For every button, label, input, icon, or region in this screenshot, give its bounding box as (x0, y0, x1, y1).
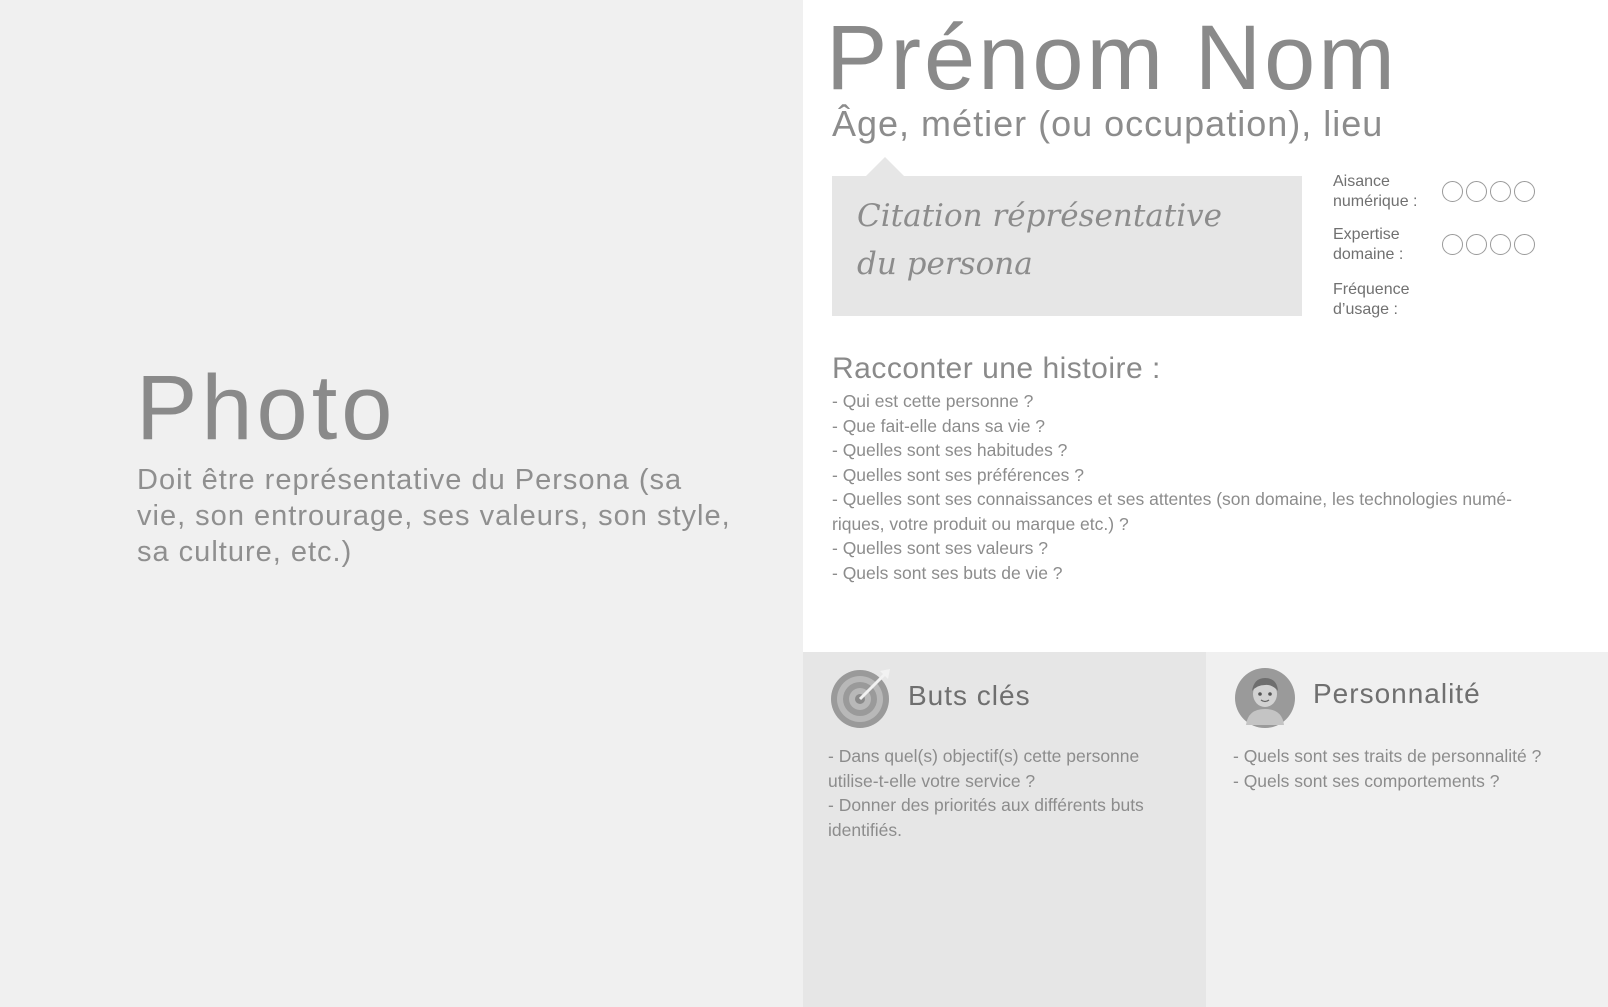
personality-panel (1206, 652, 1608, 1007)
photo-title: Photo (136, 357, 397, 459)
list-item: - Quelles sont ses valeurs ? (832, 538, 1048, 558)
quote-pointer (866, 157, 904, 176)
rating-dots (1442, 234, 1538, 255)
goals-title: Buts clés (908, 680, 1031, 711)
metric-label: Expertise domaine : (1333, 226, 1404, 263)
list-item: - Quels sont ses buts de vie ? (832, 562, 1063, 583)
persona-subtitle: Âge, métier (ou occupation), lieu (832, 103, 1384, 144)
metric-label: Fréquence d’usage : (1333, 281, 1410, 318)
goals-panel (803, 652, 1206, 1007)
list-item: - Quels sont ses comportements ? (1233, 770, 1500, 791)
quote-text: Citation réprésentative du persona (857, 198, 1222, 282)
personality-list (1233, 744, 1603, 793)
list-item: - Donner des priorités aux différents buts identifiés. (828, 795, 1144, 840)
list-item: - Dans quel(s) objectif(s) cette personne utilise-t-elle votre service ? (828, 746, 1140, 791)
story-title: Racconter une histoire : (832, 352, 1161, 385)
metric-label: Aisance numérique : (1333, 173, 1418, 210)
quote-box (832, 176, 1302, 316)
rating-dot[interactable] (1466, 181, 1487, 202)
list-item: - Quels sont ses traits de personnalité ? (1233, 746, 1542, 766)
rating-dots (1442, 181, 1538, 202)
photo-description: Doit être représentative du Persona (sa vie, son entrourage, ses valeurs, son style, sa culture, etc.) (137, 464, 731, 568)
story-list (832, 389, 1562, 585)
rating-dot[interactable] (1466, 234, 1487, 255)
list-item: - Qui est cette personne ? (832, 391, 1034, 411)
rating-dot[interactable] (1490, 234, 1511, 255)
personality-title: Personnalité (1313, 678, 1481, 709)
rating-dot[interactable] (1442, 234, 1463, 255)
person-avatar-icon (1234, 667, 1296, 729)
list-item: - Quelles sont ses préférences ? (832, 464, 1084, 485)
list-item: - Que fait-elle dans sa vie ? (832, 415, 1046, 436)
list-item: - Quelles sont ses connaissances et ses attentes (son domaine, les technologies numé-riques, votre produit ou marque etc.) ? (832, 489, 1512, 534)
goals-list (828, 744, 1188, 842)
rating-dot[interactable] (1490, 181, 1511, 202)
target-icon (830, 667, 892, 729)
rating-dot[interactable] (1442, 181, 1463, 202)
persona-name: Prénom Nom (826, 7, 1398, 109)
photo-placeholder (0, 0, 803, 1007)
list-item: - Quelles sont ses habitudes ? (832, 440, 1068, 460)
rating-dot[interactable] (1514, 234, 1535, 255)
rating-dot[interactable] (1514, 181, 1535, 202)
